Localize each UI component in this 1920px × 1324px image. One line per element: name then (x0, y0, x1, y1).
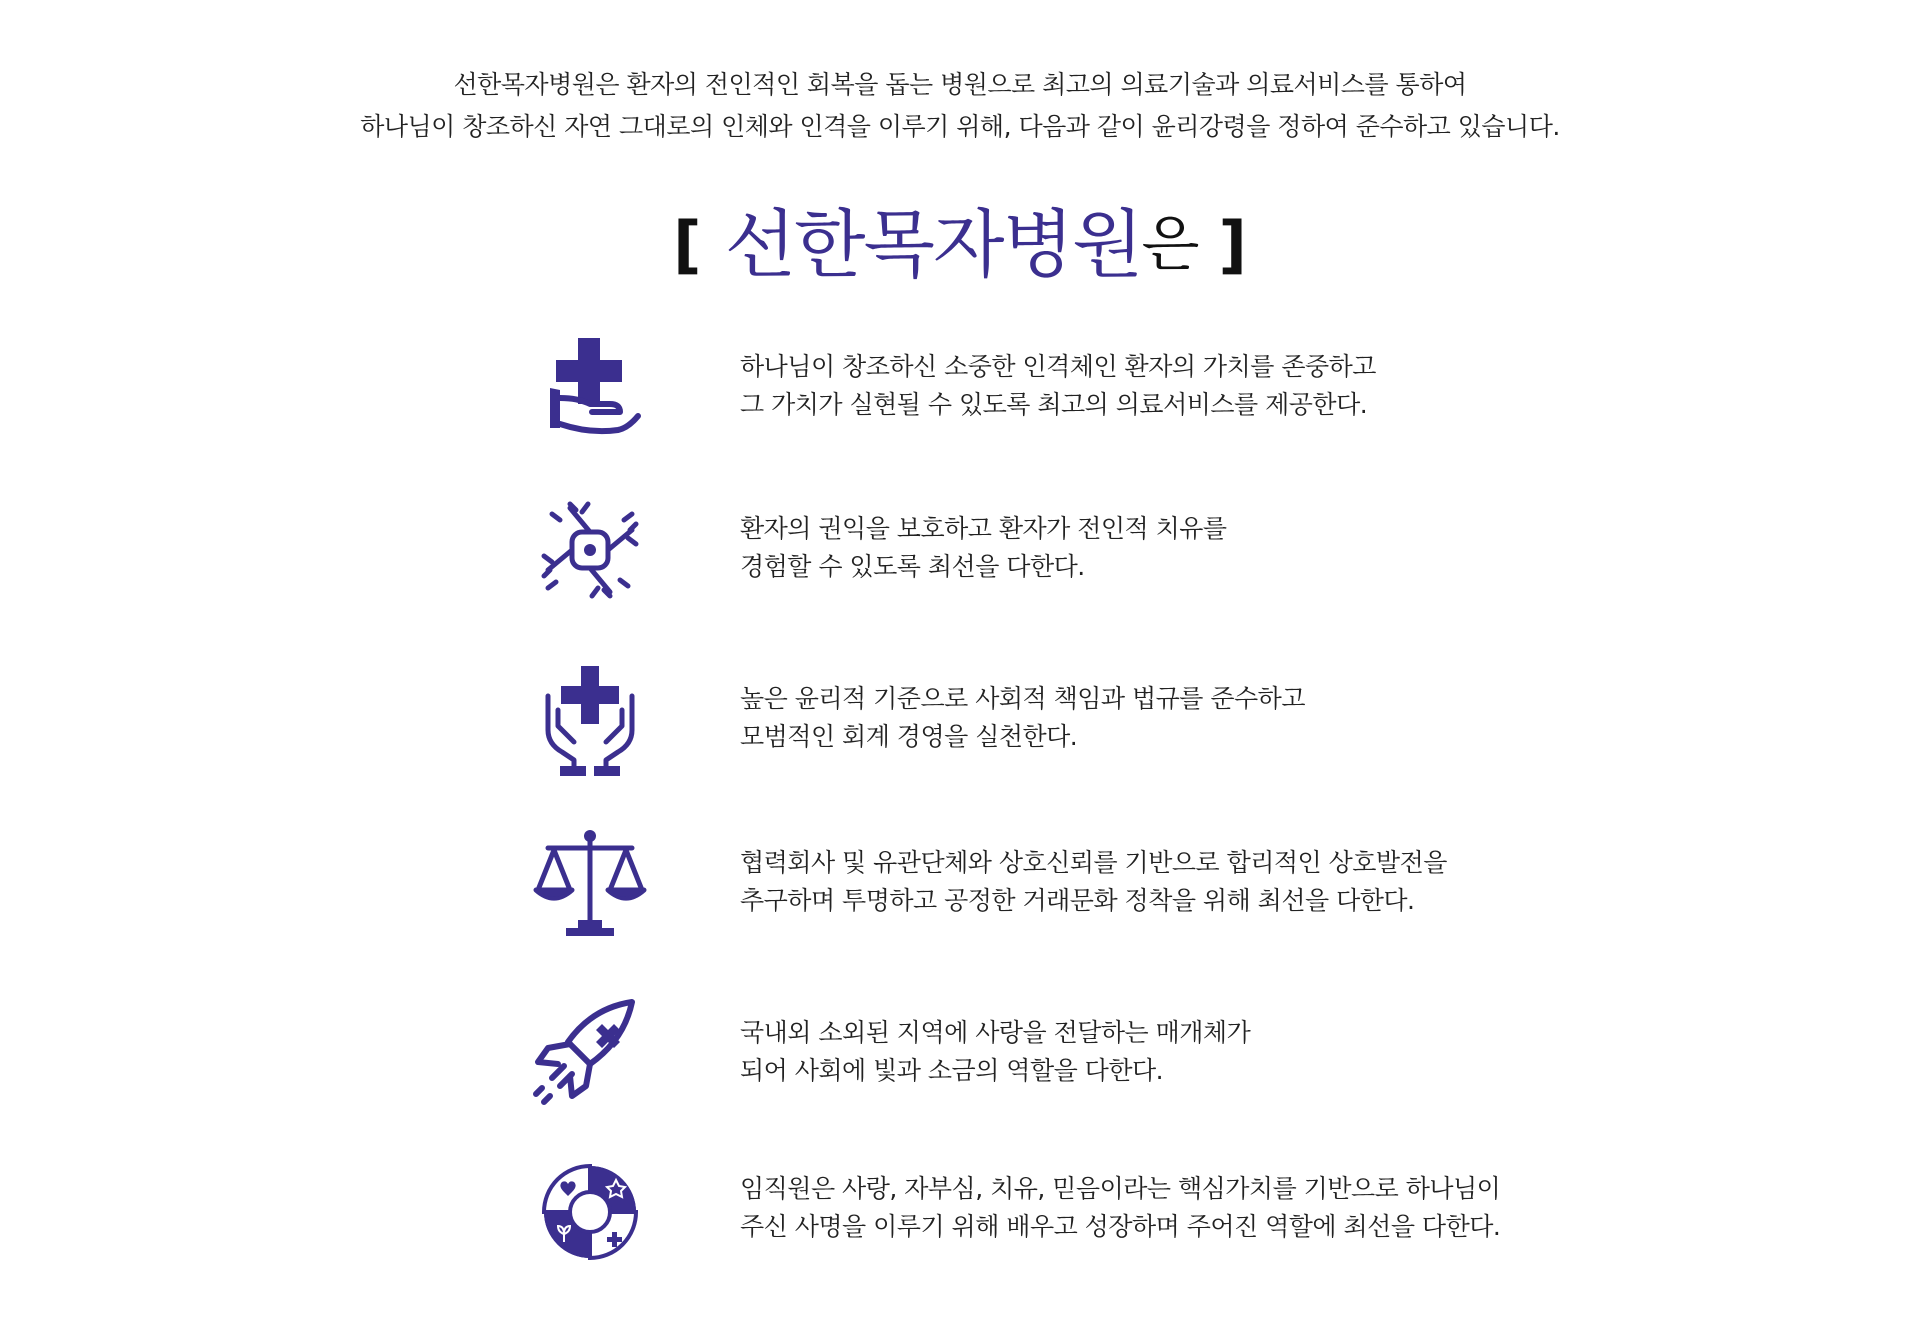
ethics-item-line-2: 경험할 수 있도록 최선을 다한다. (740, 552, 1085, 581)
balance-scale-icon (520, 824, 660, 944)
page-title (0, 202, 1920, 288)
core-values-circle-icon (520, 1150, 660, 1270)
ethics-item-line-1: 환자의 권익을 보호하고 환자가 전인적 치유를 (740, 514, 1227, 543)
ethics-item-3 (520, 660, 1580, 780)
four-hands-cooperation-icon (520, 490, 660, 610)
ethics-item-1 (520, 328, 1580, 448)
title-open-bracket: [ (673, 208, 702, 281)
ethics-item-text (740, 1014, 1580, 1090)
ethics-item-line-2: 그 가치가 실현될 수 있도록 최고의 의료서비스를 제공한다. (740, 390, 1368, 419)
intro-text (0, 64, 1920, 148)
intro-line-1: 선한목자병원은 환자의 전인적인 회복을 돕는 병원으로 최고의 의료기술과 의료서비스를 통하여 (453, 70, 1467, 99)
ethics-item-text (740, 844, 1580, 920)
ethics-item-line-1: 임직원은 사랑, 자부심, 치유, 믿음이라는 핵심가치를 기반으로 하나님이 (740, 1174, 1501, 1203)
medical-rocket-icon (520, 994, 660, 1114)
ethics-item-line-2: 되어 사회에 빛과 소금의 역할을 다한다. (740, 1056, 1164, 1085)
ethics-item-line-1: 높은 윤리적 기준으로 사회적 책임과 법규를 준수하고 (740, 684, 1305, 713)
ethics-item-line-1: 협력회사 및 유관단체와 상호신뢰를 기반으로 합리적인 상호발전을 (740, 848, 1447, 877)
intro-line-2: 하나님이 창조하신 자연 그대로의 인체와 인격을 이루기 위해, 다음과 같이 윤리강령을 정하여 준수하고 있습니다. (360, 112, 1560, 141)
ethics-item-line-2: 모범적인 회계 경영을 실천한다. (740, 722, 1078, 751)
title-close-bracket: ] (1218, 208, 1247, 281)
ethics-item-2 (520, 490, 1580, 610)
two-hands-medical-cross-icon (520, 660, 660, 780)
title-hospital-name: 선한목자병원 (724, 202, 1142, 288)
ethics-item-text (740, 510, 1580, 586)
ethics-item-4 (520, 824, 1580, 944)
ethics-item-text (740, 680, 1580, 756)
ethics-item-line-2: 주신 사명을 이루기 위해 배우고 성장하며 주어진 역할에 최선을 다한다. (740, 1212, 1501, 1241)
title-suffix: 은 (1141, 210, 1200, 280)
ethics-item-5 (520, 994, 1580, 1114)
hand-medical-cross-icon (520, 328, 660, 448)
ethics-item-line-2: 추구하며 투명하고 공정한 거래문화 정착을 위해 최선을 다한다. (740, 886, 1415, 915)
ethics-item-line-1: 하나님이 창조하신 소중한 인격체인 환자의 가치를 존중하고 (740, 352, 1376, 381)
ethics-item-6 (520, 1150, 1580, 1270)
ethics-item-text (740, 1170, 1580, 1246)
ethics-item-text (740, 348, 1580, 424)
ethics-item-line-1: 국내외 소외된 지역에 사랑을 전달하는 매개체가 (740, 1018, 1251, 1047)
